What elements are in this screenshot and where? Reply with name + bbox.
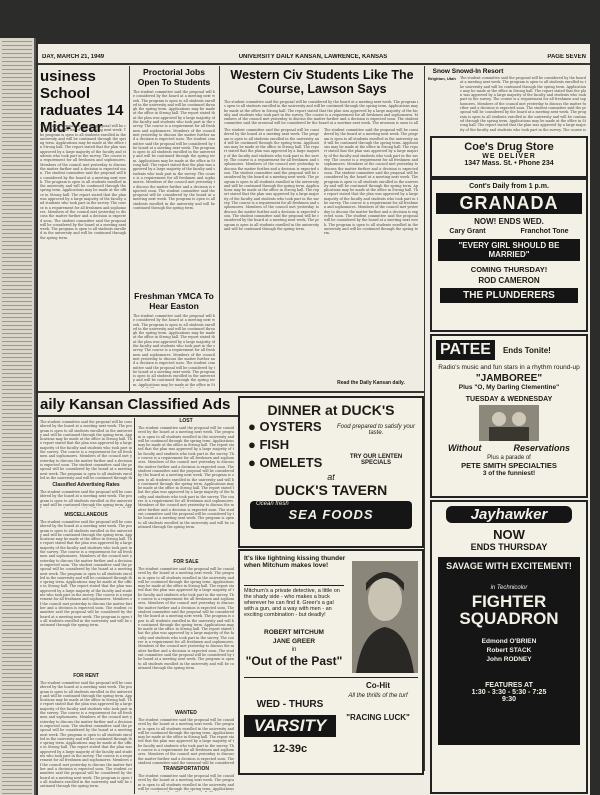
film-every-girl: "EVERY GIRL SHOULD BE MARRIED" [438, 239, 580, 261]
varsity-hook: It's like lightning kissing thunder when Mitchum makes love! [244, 555, 346, 569]
granada-hours: Cont's Daily from 1 p.m. [469, 183, 549, 190]
ducks-specials: TRY OUR LENTEN SPECIALS [349, 454, 403, 466]
lost-ads [138, 426, 234, 556]
granada-coming: COMING THURSDAY! [470, 265, 548, 274]
wanted-ads [138, 718, 234, 764]
film-reservations: Reservations [513, 443, 570, 453]
header-paper: UNIVERSITY DAILY KANSAN, LAWRENCE, KANSAS [238, 54, 388, 60]
mitchum-portrait [352, 561, 418, 673]
cast-stack: Robert STACK [486, 647, 532, 654]
star-cary-grant: Cary Grant [449, 228, 486, 235]
patee-tue-wed: TUESDAY & WEDNESDAY [465, 396, 553, 403]
ducks-at: at [327, 472, 335, 482]
classified-rates: Classified Advertising Rates [52, 482, 120, 488]
section-for-rent: FOR RENT [73, 673, 99, 679]
star-mitchum: ROBERT MITCHUM [264, 629, 324, 636]
jayhawker-tagline: SAVAGE WITH EXCITEMENT! [446, 561, 572, 571]
classified-intro [40, 420, 132, 480]
jayhawker-ends: ENDS THURSDAY [470, 542, 548, 552]
film-racing-luck: "RACING LUCK" [346, 713, 410, 722]
patee-plus: Plus "O, My Darling Clementine" [458, 384, 560, 391]
read-kansan-note: Read the Daily Kansan daily. [337, 380, 405, 386]
newspaper-page [38, 44, 590, 795]
misc-ads [40, 520, 132, 670]
proctorial-body [133, 90, 215, 288]
snow-headline: Snow Snowd-In Resort [432, 68, 504, 75]
ocean-fresh-label: Ocean fresh [256, 501, 289, 507]
headline-line-3: Mid-Year [40, 119, 103, 136]
section-for-sale: FOR SALE [173, 559, 199, 565]
thrills-label: All the thrills of the turf [348, 693, 408, 699]
coes-address: 1347 Mass. St. • Phone 234 [464, 160, 554, 167]
proctorial-headline: Proctorial Jobs Open To Students [137, 68, 211, 87]
varsity-logo: VARSITY [244, 715, 336, 737]
granada-ad [430, 178, 588, 332]
jayhawker-ad [430, 500, 588, 794]
varsity-copy: Mitchum's a private detective, a little on the shady side - who makes a buck wherever he can find it. Greer's a gal with a gun, and a way with men - an exciting combination - but deadly! [244, 585, 344, 618]
section-wanted: WANTED [175, 710, 197, 716]
star-franchot-tone: Franchot Tone [520, 228, 569, 235]
ducks-tavern-ad [238, 396, 424, 548]
patee-parade: Plus a parade of [487, 455, 531, 461]
film-out-of-past: "Out of the Past" [245, 654, 343, 668]
patee-ends: Ends Tonite! [502, 345, 551, 355]
jayhawker-now: NOW [493, 527, 525, 542]
varsity-price: 12-39c [272, 743, 308, 755]
varsity-days: WED - THURS [256, 699, 324, 710]
feature-late-time: 9:30 [501, 696, 516, 703]
ymca-headline: Freshman YMCA To Hear Easton [134, 292, 214, 311]
film-plunderers: THE PLUNDERERS [440, 288, 578, 303]
classified-title: aily Kansan Classified Ads [40, 396, 231, 413]
cast-obrien: Edmond O'BRIEN [481, 638, 537, 645]
rent-ads [40, 681, 132, 791]
feature-times: 1:30 - 3:30 - 5:30 - 7:25 [471, 689, 547, 696]
ducks-tagline: Food prepared to satisfy your taste. [336, 424, 416, 436]
patee-desc: Radio's music and fun stars in a rhythm round-up [438, 364, 580, 371]
menu-item-oysters: ● OYSTERS [248, 419, 322, 434]
western-civ-headline: Western Civ Students Like The Course, Lawson Says [230, 68, 414, 96]
patee-ad [430, 334, 588, 498]
headline-line-2: raduates 14 [40, 102, 124, 119]
pete-smith: PETE SMITH SPECIALTIES [461, 461, 557, 470]
technicolor-label: in Technicolor [490, 585, 528, 591]
section-lost: LOST [179, 418, 193, 424]
in-label: in [291, 647, 297, 653]
fighter-squadron-poster [438, 557, 580, 745]
adjacent-page-edge [0, 38, 36, 795]
patee-funniest: 3 of the funniest! [482, 470, 536, 477]
coes-name: Coe's Drug Store [464, 141, 554, 153]
ymca-body [133, 314, 215, 388]
patee-photo [479, 405, 539, 441]
rates-table [40, 490, 132, 508]
western-civ-col1 [224, 128, 319, 386]
section-miscellaneous: MISCELLANEOUS [64, 512, 108, 518]
coes-deliver: WE DELIVER [482, 153, 536, 160]
snow-dateline: Brighton, Utah [428, 76, 456, 81]
transport-ads [138, 774, 234, 792]
menu-item-fish: ● FISH [248, 437, 290, 452]
features-label: FEATURES AT [485, 682, 533, 689]
ducks-title: DINNER at DUCK'S [267, 402, 395, 418]
film-jamboree: "JAMBOREE" [475, 373, 543, 384]
granada-logo: GRANADA [436, 193, 582, 214]
sea-foods-label: SEA FOODS [288, 507, 374, 522]
varsity-ad [238, 549, 424, 775]
western-civ-col2 [324, 128, 418, 376]
header-date: DAY, MARCH 21, 1949 [42, 54, 105, 60]
ducks-name: DUCK'S TAVERN [274, 482, 388, 498]
cohit-label: Co-Hit [366, 681, 390, 690]
section-transportation: TRANSPORTATION [163, 766, 209, 772]
jayhawker-logo: Jayhawker [446, 506, 572, 523]
sea-foods-banner [250, 501, 412, 529]
headline-line-1: usiness School [40, 68, 96, 102]
business-school-body [40, 124, 126, 386]
western-civ-lead [224, 100, 418, 124]
menu-item-omelets: ● OMELETS [248, 455, 323, 470]
sale-ads [138, 567, 234, 707]
star-rod-cameron: ROD CAMERON [478, 276, 540, 285]
cast-rodney: John RODNEY [486, 656, 532, 663]
coes-drug-ad [430, 136, 588, 178]
header-page: PAGE SEVEN [547, 54, 586, 60]
film-fighter-squadron: FIGHTER SQUADRON [459, 592, 559, 628]
granada-now: NOW! ENDS WED. [474, 217, 544, 226]
patee-logo: PATEE [436, 340, 495, 360]
film-without: Without [448, 443, 482, 453]
snow-body [460, 76, 586, 132]
star-greer: JANE GREER [272, 638, 316, 645]
